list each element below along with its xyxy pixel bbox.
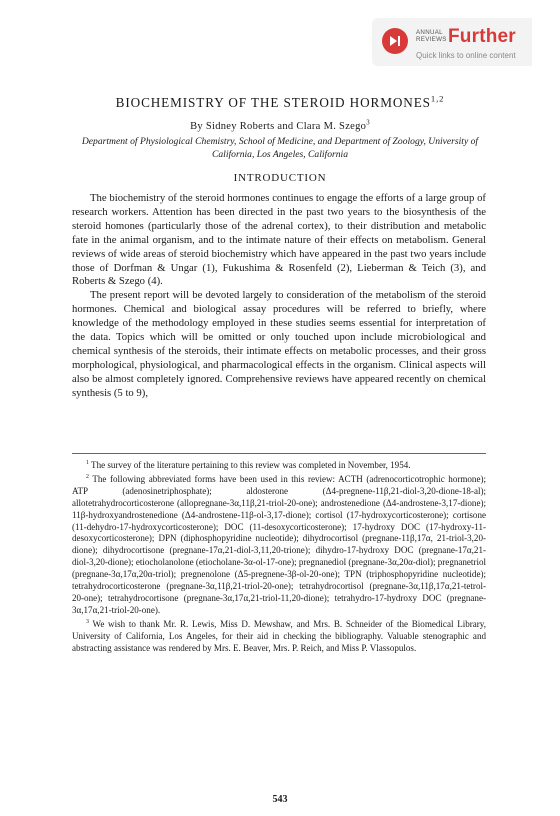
quick-links-label: Quick links to online content	[416, 51, 516, 60]
annual-reviews-label: ANNUAL REVIEWS	[416, 29, 447, 43]
article-title-text: BIOCHEMISTRY OF THE STEROID HORMONES	[115, 95, 431, 110]
footnote-mark: 3	[86, 618, 89, 625]
article-title	[0, 95, 560, 111]
footnote-divider	[72, 453, 486, 454]
title-footnote-marks: 1,2	[430, 93, 445, 104]
footnote	[72, 474, 486, 617]
author-footnote-mark: 3	[366, 119, 370, 127]
annual-reviews-further-badge[interactable]	[372, 18, 532, 66]
footnotes	[72, 460, 486, 657]
footnote-mark: 1	[86, 459, 89, 466]
section-heading: INTRODUCTION	[233, 172, 327, 184]
footnote-text: The following abbreviated forms have been used in this review: ACTH (adrenocorticotrophic hormone); ATP (adenosinetriphosphate); aldosterone (Δ4-pregnene-11β,21-diol-3,20-dione-18-al); allotetrahydrocorticosterone (allopregnane-3α,11β,21-triol-20-one); androstenedione (Δ4-androstene-3,17-dione); 11β-hydroxyandrostenedione (Δ4-androstene-11β-ol-3,17-dione); cortisol (17-hydroxycorticosterone); cortisone (11-dehydro-17-hydroxycorticosterone); DOC (11-desoxycorticosterone); 17-hydroxy DOC (17-hydroxy-11-desoxycorticosterone); DPN (diphosphopyridine nucleotide); dihydrocortisol (pregnane-11β,17α, 21-triol-3,20-dione); dihydrocortisone (pregnane-17α,21-diol-3,11,20-trione); dihydro-17-hydroxy DOC (pregnane-17α,21-diol-3,20-dione); etiocholanolone (etiocholane-3α-ol-17-one); pregnanediol (pregnane-3α,20α-diol); pregnanetriol (pregnane-3α,17α,20α-triol); pregnenolone (Δ5-pregnene-3β-ol-20-one); TPN (triphosphopyridine nucleotide); tetrahydrocorticosterone (pregnane-3α,11β,21-triol-20-one); tetrahydrocortisol (pregnane-3α,11β,17α,21-tetrol-20-one); tetrahydrocortisone (pregnane-3α,17α,21-triol-11,20-dione); tetrahydro-17-hydroxy DOC (pregnane-3α,17α,21-triol-20-one).	[72, 473, 486, 615]
author-affiliation: Department of Physiological Chemistry, School of Medicine, and Department of Zoology, University of California, Los Angeles, California	[81, 136, 479, 160]
page-number: 543	[272, 794, 288, 805]
further-label: Further	[448, 26, 516, 47]
footnote-mark: 2	[86, 473, 89, 480]
footnote-text: The survey of the literature pertaining to this review was completed in November, 1954.	[91, 460, 411, 470]
further-logo-icon	[382, 28, 408, 54]
body-text	[72, 192, 486, 401]
author-names: By Sidney Roberts and Clara M. Szego	[190, 121, 367, 132]
footnote	[72, 619, 486, 655]
footnote-text: We wish to thank Mr. R. Lewis, Miss D. Mewshaw, and Mrs. B. Schneider of the Biomedical Library, University of California, Los Angeles, for their aid in checking the bibliography. Valuable stenographic and abstracting assistance was rendered by Mrs. E. Beaver, Mrs. P. Reich, and Miss P. Vlassopulos.	[72, 618, 486, 653]
footnote	[72, 460, 486, 472]
paragraph: The present report will be devoted largely to consideration of the metabolism of the steroid hormones. Chemical and biological assay procedures will be referred to briefly, where knowledge of the methodology employed in these studies seems essential for interpretation of the data. Topics which will be omitted or only touched upon include microbiological and chemical synthesis of the steroids, their intimate effects on metabolic processes, and their gross morphological, physiological, and pharmacological effects in the organism. Clinical aspects will also be almost completely ignored. Comprehensive reviews have appeared recently on chemical synthesis (5 to 9),	[72, 289, 486, 399]
paragraph: The biochemistry of the steroid hormones continues to engage the efforts of a large group of research workers. Attention has been directed in the past two years to the biosynthesis of the steroid homones (particularly those of the adrenal cortex), to their distribution and metabolic fate in the animal organism, and to the intimate nature of their effects on metabolism. General reviews of wide areas of steroid biochemistry which have appeared in the past two years include those of Dorfman & Ungar (1), Fukushima & Rosenfeld (2), Lieberman & Teich (3), and Roberts & Szego (4).	[72, 192, 486, 288]
article-authors	[0, 121, 560, 132]
